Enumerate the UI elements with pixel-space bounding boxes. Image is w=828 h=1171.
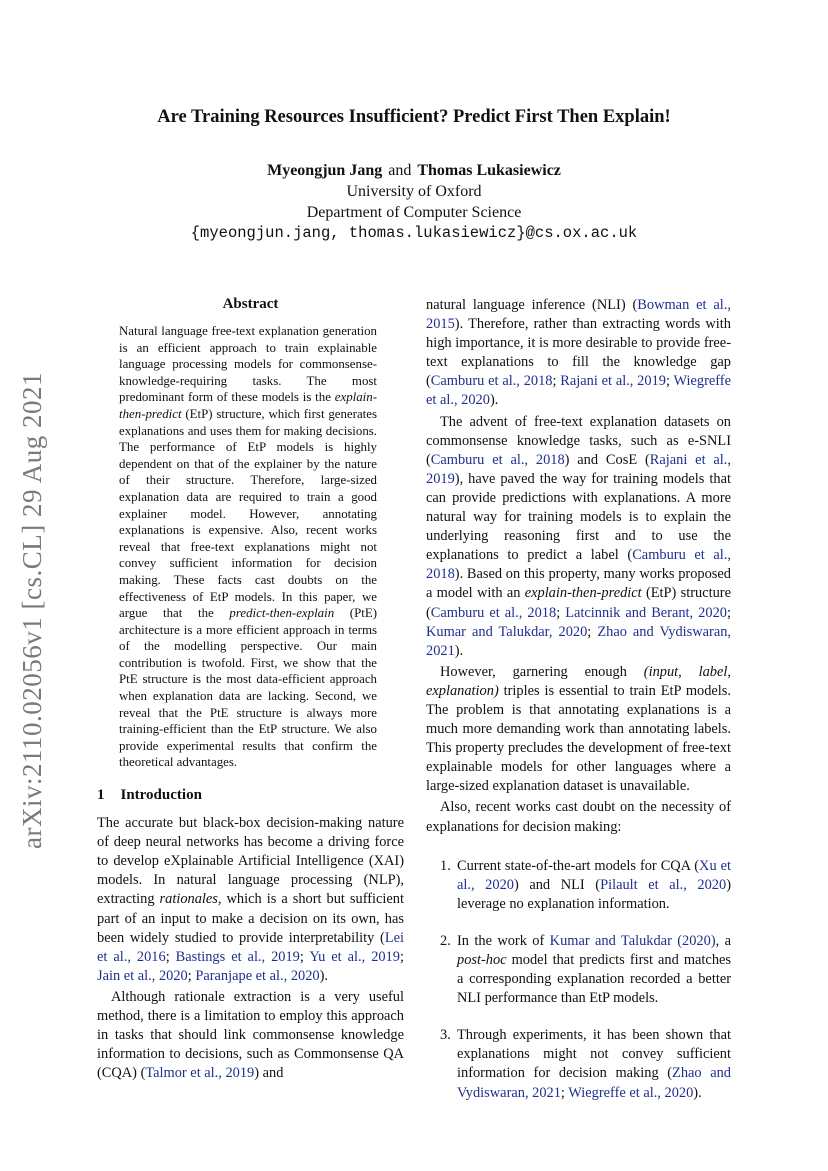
list-number: 1. — [440, 857, 451, 874]
section-number: 1 — [97, 787, 105, 804]
citation-link[interactable]: Bowman et al., 2015 — [426, 297, 731, 333]
author-emails: {myeongjun.jang, thomas.lukasiewicz}@cs.ox.ac.uk — [190, 224, 638, 242]
citation-link[interactable]: Yu et al., 2019 — [309, 948, 400, 965]
author-2: Thomas Lukasiewicz — [417, 162, 561, 179]
citation-link[interactable]: Camburu et al., 2018 — [430, 604, 557, 621]
list-number: 3. — [440, 1027, 451, 1044]
abstract-heading: Abstract — [222, 296, 279, 312]
arxiv-identifier-text: arXiv:2110.02056v1 [cs.CL] 29 Aug 2021 — [16, 371, 47, 849]
citation-link[interactable]: Rajani et al., 2019 — [426, 451, 731, 487]
doubt-list — [426, 857, 731, 1103]
author-1: Myeongjun Jang — [267, 162, 383, 179]
left-column — [97, 296, 404, 1083]
citation-link[interactable]: Lei et al., 2016 — [97, 929, 404, 965]
citation-link[interactable]: Paranjape et al., 2020 — [195, 967, 320, 984]
citation-link[interactable]: Rajani et al., 2019 — [560, 373, 666, 390]
intro-paragraph-5: However, garnering enough (input, label, explanation) triples is essential to train EtP models. The problem is that annotating explanations is a much more demanding work than annotating labels. This property precludes the development of free-text explainable models for other languages where a large-sized explanation dataset is unavailable. — [426, 663, 731, 795]
intro-paragraph-2: Although rationale extraction is a very useful method, there is a limitation to employ this approach in tasks that should link commonsense knowledge information to decisions, such as Commonsense QA (CQA) (Talmor et al., 2019) and — [97, 988, 404, 1082]
citation-link[interactable]: Bastings et al., 2019 — [175, 948, 300, 965]
citation-link[interactable]: Camburu et al., 2018 — [430, 451, 565, 468]
citation-link[interactable]: Kumar and Talukdar, 2020 — [426, 623, 588, 640]
abstract-text: Natural language free-text explanation generation is an efficient approach to train explainable language processing models for commonsense-knowledge-requiring tasks. The most predominant form of these models is the explain-then-predict (EtP) structure, which first generates explanations and uses them for making decisions. The performance of EtP models is highly dependent on that of the explainer by the nature of their structure. Therefore, large-sized explanation data are required to train a good explainer model. However, annotating explanations is expensive. Also, recent works reveal that free-text explanations might not convey sufficient information for decision making. These facts cast doubts on the effectiveness of EtP models. In this paper, we argue that the predict-then-explain (PtE) architecture is a more efficient approach in terms of the modelling perspective. Our main contribution is twofold. First, we show that the PtE structure is the most data-efficient approach when explanation data are lacking. Second, we reveal that the PtE structure is always more training-efficient than the EtP structure. We also provide experimental results that confirm the theoretical advantages. — [119, 324, 378, 770]
citation-link[interactable]: Pilault et al., 2020 — [600, 876, 727, 893]
affiliation-department: Department of Computer Science — [306, 204, 522, 221]
list-item: 1. Current state-of-the-art models for CQA (Xu et al., 2020) and NLI (Pilault et al., 2020) leverage no explanation information. — [440, 857, 731, 912]
section-title: Introduction — [120, 787, 202, 804]
affiliation-university: University of Oxford — [346, 183, 482, 200]
author-names — [0, 160, 828, 181]
citation-link[interactable]: Wiegreffe et al., 2020 — [426, 373, 731, 409]
citation-link[interactable]: Kumar and Talukdar (2020) — [549, 932, 716, 949]
citation-link[interactable]: Latcinnik and Berant, 2020 — [565, 604, 727, 621]
citation-link[interactable]: Xu et al., 2020 — [457, 857, 731, 893]
citation-link[interactable]: Camburu et al., 2018 — [426, 547, 731, 583]
intro-paragraph-3: natural language inference (NLI) (Bowman et al., 2015). Therefore, rather than extracting words with high importance, it is more desirable to provide free-text explanations to fill the knowledge gap (Camburu et al., 2018; Rajani et al., 2019; Wiegreffe et al., 2020). — [426, 297, 731, 409]
list-number: 2. — [440, 932, 451, 949]
section-heading-introduction — [97, 787, 404, 804]
author-conjunction: and — [388, 162, 412, 179]
citation-link[interactable]: Wiegreffe et al., 2020 — [568, 1084, 694, 1101]
arxiv-identifier-stamp — [10, 360, 54, 860]
author-block — [0, 160, 828, 244]
right-column — [426, 296, 731, 1121]
paper-title: Are Training Resources Insufficient? Predict First Then Explain! — [157, 107, 671, 127]
list-item: 3. Through experiments, it has been shown that explanations might not convey sufficient information for decision making (Zhao and Vydiswaran, 2021; Wiegreffe et al., 2020). — [440, 1027, 731, 1101]
list-item: 2. In the work of Kumar and Talukdar (2020), a post-hoc model that predicts first and matches a corresponding explanation recorded a better NLI performance than EtP models. — [440, 932, 731, 1007]
intro-paragraph-1: The accurate but black-box decision-making nature of deep neural networks has become a driving force to develop eXplainable Artificial Intelligence (XAI) models. In natural language processing (NLP), extracting rationales, which is a short but sufficient part of an input to make a decision on its own, has been widely studied to provide interpretability (Lei et al., 2016; Bastings et al., 2019; Yu et al., 2019; Jain et al., 2020; Paranjape et al., 2020). — [97, 815, 404, 984]
intro-paragraph-4: The advent of free-text explanation datasets on commonsense knowledge tasks, such as e-SNLI (Camburu et al., 2018) and CosE (Rajani et al., 2019), have paved the way for training models that can provide predictions with explanations. A more natural way for training models is to explain the underlying reasoning first and to use the explanations to predict a label (Camburu et al., 2018). Based on this property, many works proposed a model with an explain-then-predict (EtP) structure (Camburu et al., 2018; Latcinnik and Berant, 2020; Kumar and Talukdar, 2020; Zhao and Vydiswaran, 2021). — [426, 413, 731, 659]
citation-link[interactable]: Zhao and Vydiswaran, 2021 — [426, 623, 731, 659]
citation-link[interactable]: Camburu et al., 2018 — [430, 373, 553, 390]
citation-link[interactable]: Jain et al., 2020 — [97, 967, 188, 984]
citation-link[interactable]: Zhao and Vydiswaran, 2021 — [457, 1065, 731, 1101]
intro-paragraph-6: Also, recent works cast doubt on the necessity of explanations for decision making: — [426, 799, 731, 835]
citation-link[interactable]: Talmor et al., 2019 — [145, 1065, 255, 1082]
